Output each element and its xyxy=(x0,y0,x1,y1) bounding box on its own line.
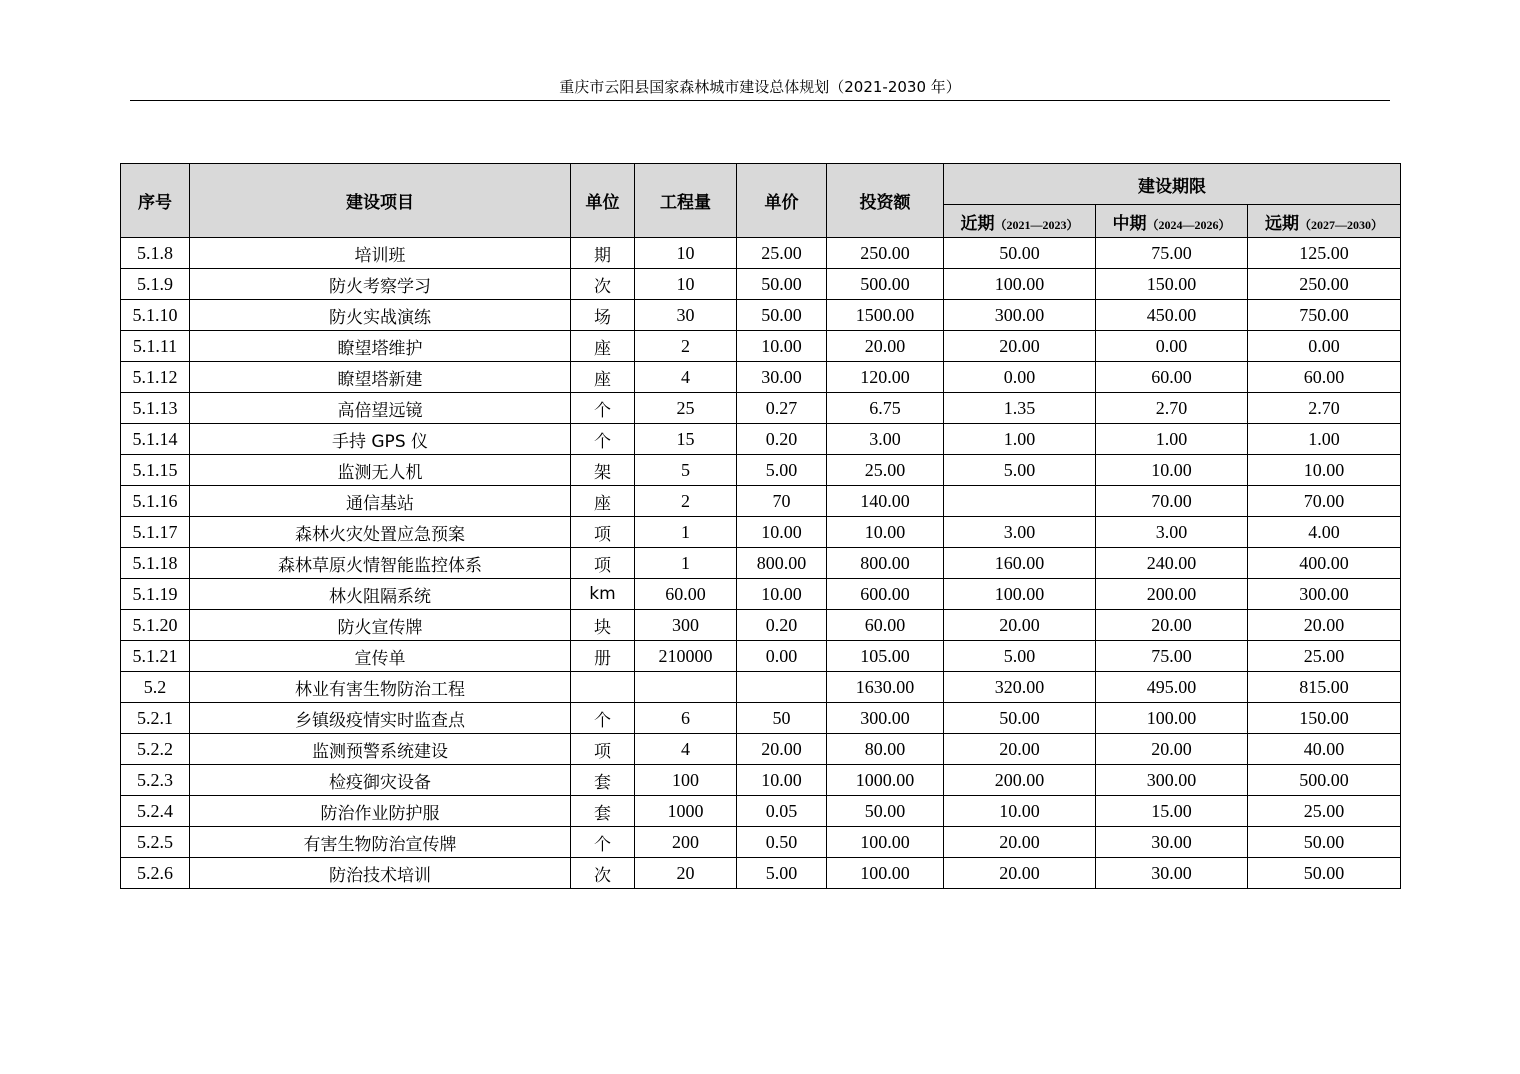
cell-unit-price: 0.00 xyxy=(737,641,827,672)
cell-near-term: 20.00 xyxy=(944,734,1096,765)
cell-unit: 架 xyxy=(571,455,635,486)
cell-unit-price: 20.00 xyxy=(737,734,827,765)
cell-seq: 5.2.6 xyxy=(121,858,190,889)
cell-seq: 5.1.19 xyxy=(121,579,190,610)
cell-unit: 个 xyxy=(571,827,635,858)
cell-investment: 1000.00 xyxy=(827,765,944,796)
col-header-quantity: 工程量 xyxy=(635,164,737,238)
table-row xyxy=(121,579,1401,610)
col-header-mid-term xyxy=(1096,205,1248,238)
cell-investment: 800.00 xyxy=(827,548,944,579)
long-term-label: 远期 xyxy=(1264,213,1299,234)
cell-seq: 5.1.21 xyxy=(121,641,190,672)
cell-unit: 个 xyxy=(571,393,635,424)
cell-seq: 5.1.18 xyxy=(121,548,190,579)
cell-near-term: 100.00 xyxy=(944,579,1096,610)
cell-item-name: 监测预警系统建设 xyxy=(190,734,571,765)
cell-quantity: 1 xyxy=(635,548,737,579)
col-header-item: 建设项目 xyxy=(190,164,571,238)
cell-unit-price: 0.05 xyxy=(737,796,827,827)
cell-long-term: 500.00 xyxy=(1248,765,1401,796)
cell-seq: 5.2 xyxy=(121,672,190,703)
cell-investment: 1630.00 xyxy=(827,672,944,703)
table-row xyxy=(121,269,1401,300)
cell-long-term: 25.00 xyxy=(1248,796,1401,827)
cell-investment: 10.00 xyxy=(827,517,944,548)
cell-quantity: 1 xyxy=(635,517,737,548)
cell-long-term: 50.00 xyxy=(1248,827,1401,858)
cell-unit: 项 xyxy=(571,548,635,579)
cell-unit: 项 xyxy=(571,517,635,548)
table-row xyxy=(121,734,1401,765)
cell-quantity: 100 xyxy=(635,765,737,796)
table-row xyxy=(121,517,1401,548)
table-row xyxy=(121,486,1401,517)
cell-seq: 5.1.15 xyxy=(121,455,190,486)
cell-quantity: 6 xyxy=(635,703,737,734)
cell-mid-term: 100.00 xyxy=(1096,703,1248,734)
cell-investment: 25.00 xyxy=(827,455,944,486)
cell-mid-term: 3.00 xyxy=(1096,517,1248,548)
cell-long-term: 10.00 xyxy=(1248,455,1401,486)
cell-mid-term: 30.00 xyxy=(1096,827,1248,858)
cell-seq: 5.1.17 xyxy=(121,517,190,548)
table-row xyxy=(121,703,1401,734)
cell-item-name: 防治作业防护服 xyxy=(190,796,571,827)
table-row xyxy=(121,455,1401,486)
table-row xyxy=(121,827,1401,858)
cell-item-name: 乡镇级疫情实时监查点 xyxy=(190,703,571,734)
col-header-unit-price: 单价 xyxy=(737,164,827,238)
col-header-period-group: 建设期限 xyxy=(944,164,1401,205)
cell-item-name: 高倍望远镜 xyxy=(190,393,571,424)
cell-item-name: 有害生物防治宣传牌 xyxy=(190,827,571,858)
cell-unit: 个 xyxy=(571,424,635,455)
cell-unit-price: 30.00 xyxy=(737,362,827,393)
cell-item-name: 防火实战演练 xyxy=(190,300,571,331)
table-row xyxy=(121,641,1401,672)
cell-mid-term: 2.70 xyxy=(1096,393,1248,424)
cell-long-term: 400.00 xyxy=(1248,548,1401,579)
cell-item-name: 防火考察学习 xyxy=(190,269,571,300)
cell-quantity: 210000 xyxy=(635,641,737,672)
cell-unit: 次 xyxy=(571,858,635,889)
cell-near-term: 300.00 xyxy=(944,300,1096,331)
cell-unit: 座 xyxy=(571,486,635,517)
cell-mid-term: 70.00 xyxy=(1096,486,1248,517)
cell-item-name: 防治技术培训 xyxy=(190,858,571,889)
cell-quantity: 4 xyxy=(635,734,737,765)
cell-quantity: 1000 xyxy=(635,796,737,827)
cell-long-term: 300.00 xyxy=(1248,579,1401,610)
cell-mid-term: 75.00 xyxy=(1096,641,1248,672)
table-body xyxy=(121,238,1401,889)
cell-unit: km xyxy=(571,579,635,610)
cell-investment: 100.00 xyxy=(827,827,944,858)
cell-quantity: 4 xyxy=(635,362,737,393)
cell-investment: 50.00 xyxy=(827,796,944,827)
cell-mid-term: 0.00 xyxy=(1096,331,1248,362)
cell-seq: 5.1.8 xyxy=(121,238,190,269)
col-header-near-term xyxy=(944,205,1096,238)
cell-mid-term: 300.00 xyxy=(1096,765,1248,796)
cell-unit-price: 50.00 xyxy=(737,269,827,300)
col-header-investment: 投资额 xyxy=(827,164,944,238)
cell-seq: 5.1.12 xyxy=(121,362,190,393)
cell-unit-price: 5.00 xyxy=(737,858,827,889)
cell-near-term: 5.00 xyxy=(944,455,1096,486)
cell-near-term: 50.00 xyxy=(944,703,1096,734)
cell-near-term: 3.00 xyxy=(944,517,1096,548)
cell-item-name: 通信基站 xyxy=(190,486,571,517)
cell-investment: 500.00 xyxy=(827,269,944,300)
table-row xyxy=(121,765,1401,796)
cell-long-term: 125.00 xyxy=(1248,238,1401,269)
cell-seq: 5.2.3 xyxy=(121,765,190,796)
cell-quantity xyxy=(635,672,737,703)
cell-near-term: 10.00 xyxy=(944,796,1096,827)
cell-unit-price: 0.20 xyxy=(737,424,827,455)
cell-long-term: 815.00 xyxy=(1248,672,1401,703)
cell-long-term: 250.00 xyxy=(1248,269,1401,300)
cell-unit: 册 xyxy=(571,641,635,672)
cell-near-term: 320.00 xyxy=(944,672,1096,703)
cell-item-name: 林火阻隔系统 xyxy=(190,579,571,610)
cell-long-term: 2.70 xyxy=(1248,393,1401,424)
cell-unit-price: 10.00 xyxy=(737,579,827,610)
cell-item-name: 手持 GPS 仪 xyxy=(190,424,571,455)
cell-unit: 期 xyxy=(571,238,635,269)
col-header-seq: 序号 xyxy=(121,164,190,238)
cell-quantity: 60.00 xyxy=(635,579,737,610)
cell-item-name: 防火宣传牌 xyxy=(190,610,571,641)
cell-investment: 250.00 xyxy=(827,238,944,269)
cell-mid-term: 10.00 xyxy=(1096,455,1248,486)
cell-seq: 5.1.11 xyxy=(121,331,190,362)
cell-seq: 5.1.13 xyxy=(121,393,190,424)
table-row xyxy=(121,393,1401,424)
mid-term-label: 中期 xyxy=(1112,213,1147,234)
cell-mid-term: 240.00 xyxy=(1096,548,1248,579)
cell-mid-term: 60.00 xyxy=(1096,362,1248,393)
col-header-long-term xyxy=(1248,205,1401,238)
cell-near-term: 20.00 xyxy=(944,827,1096,858)
cell-long-term: 60.00 xyxy=(1248,362,1401,393)
cell-mid-term: 75.00 xyxy=(1096,238,1248,269)
cell-unit: 套 xyxy=(571,796,635,827)
cell-near-term: 100.00 xyxy=(944,269,1096,300)
cell-investment: 100.00 xyxy=(827,858,944,889)
cell-investment: 120.00 xyxy=(827,362,944,393)
cell-item-name: 森林火灾处置应急预案 xyxy=(190,517,571,548)
cell-item-name: 监测无人机 xyxy=(190,455,571,486)
near-term-label: 近期 xyxy=(960,213,995,234)
cell-long-term: 150.00 xyxy=(1248,703,1401,734)
cell-near-term: 200.00 xyxy=(944,765,1096,796)
table-row xyxy=(121,796,1401,827)
cell-investment: 140.00 xyxy=(827,486,944,517)
near-term-range: （2021—2023） xyxy=(994,217,1079,232)
cell-near-term xyxy=(944,486,1096,517)
cell-unit: 场 xyxy=(571,300,635,331)
cell-mid-term: 20.00 xyxy=(1096,734,1248,765)
table-row xyxy=(121,672,1401,703)
table-row xyxy=(121,300,1401,331)
cell-quantity: 15 xyxy=(635,424,737,455)
table-row xyxy=(121,362,1401,393)
cell-unit: 次 xyxy=(571,269,635,300)
construction-plan-table xyxy=(120,163,1401,889)
cell-mid-term: 450.00 xyxy=(1096,300,1248,331)
cell-seq: 5.2.5 xyxy=(121,827,190,858)
cell-unit-price: 70 xyxy=(737,486,827,517)
cell-quantity: 200 xyxy=(635,827,737,858)
cell-near-term: 160.00 xyxy=(944,548,1096,579)
cell-near-term: 1.00 xyxy=(944,424,1096,455)
cell-unit: 座 xyxy=(571,331,635,362)
cell-unit-price: 800.00 xyxy=(737,548,827,579)
cell-long-term: 25.00 xyxy=(1248,641,1401,672)
cell-unit-price: 0.50 xyxy=(737,827,827,858)
cell-unit-price: 10.00 xyxy=(737,765,827,796)
table-row xyxy=(121,238,1401,269)
cell-unit-price: 10.00 xyxy=(737,517,827,548)
cell-quantity: 2 xyxy=(635,331,737,362)
page-header-title: 重庆市云阳县国家森林城市建设总体规划（2021-2030 年） xyxy=(130,76,1390,101)
cell-unit: 套 xyxy=(571,765,635,796)
cell-item-name: 林业有害生物防治工程 xyxy=(190,672,571,703)
cell-investment: 6.75 xyxy=(827,393,944,424)
cell-unit-price: 50.00 xyxy=(737,300,827,331)
cell-quantity: 25 xyxy=(635,393,737,424)
cell-seq: 5.2.1 xyxy=(121,703,190,734)
col-header-unit: 单位 xyxy=(571,164,635,238)
cell-item-name: 培训班 xyxy=(190,238,571,269)
cell-quantity: 30 xyxy=(635,300,737,331)
cell-seq: 5.1.14 xyxy=(121,424,190,455)
cell-near-term: 20.00 xyxy=(944,331,1096,362)
cell-seq: 5.1.10 xyxy=(121,300,190,331)
cell-near-term: 50.00 xyxy=(944,238,1096,269)
cell-near-term: 1.35 xyxy=(944,393,1096,424)
cell-investment: 1500.00 xyxy=(827,300,944,331)
cell-quantity: 20 xyxy=(635,858,737,889)
cell-long-term: 4.00 xyxy=(1248,517,1401,548)
cell-mid-term: 1.00 xyxy=(1096,424,1248,455)
cell-long-term: 0.00 xyxy=(1248,331,1401,362)
cell-mid-term: 20.00 xyxy=(1096,610,1248,641)
cell-mid-term: 200.00 xyxy=(1096,579,1248,610)
table-row xyxy=(121,610,1401,641)
cell-investment: 80.00 xyxy=(827,734,944,765)
cell-unit-price: 5.00 xyxy=(737,455,827,486)
cell-long-term: 40.00 xyxy=(1248,734,1401,765)
cell-item-name: 瞭望塔新建 xyxy=(190,362,571,393)
long-term-range: （2027—2030） xyxy=(1298,217,1383,232)
cell-quantity: 300 xyxy=(635,610,737,641)
cell-item-name: 宣传单 xyxy=(190,641,571,672)
cell-near-term: 0.00 xyxy=(944,362,1096,393)
cell-seq: 5.2.4 xyxy=(121,796,190,827)
cell-unit: 项 xyxy=(571,734,635,765)
cell-seq: 5.1.16 xyxy=(121,486,190,517)
table-header xyxy=(121,164,1401,238)
cell-quantity: 2 xyxy=(635,486,737,517)
cell-unit-price: 25.00 xyxy=(737,238,827,269)
cell-unit: 块 xyxy=(571,610,635,641)
cell-mid-term: 15.00 xyxy=(1096,796,1248,827)
cell-unit-price: 0.27 xyxy=(737,393,827,424)
cell-investment: 600.00 xyxy=(827,579,944,610)
cell-item-name: 瞭望塔维护 xyxy=(190,331,571,362)
table-row xyxy=(121,858,1401,889)
cell-long-term: 50.00 xyxy=(1248,858,1401,889)
cell-quantity: 5 xyxy=(635,455,737,486)
cell-seq: 5.1.9 xyxy=(121,269,190,300)
cell-long-term: 20.00 xyxy=(1248,610,1401,641)
cell-near-term: 20.00 xyxy=(944,858,1096,889)
cell-long-term: 1.00 xyxy=(1248,424,1401,455)
cell-unit xyxy=(571,672,635,703)
cell-investment: 60.00 xyxy=(827,610,944,641)
cell-investment: 300.00 xyxy=(827,703,944,734)
cell-mid-term: 30.00 xyxy=(1096,858,1248,889)
cell-long-term: 750.00 xyxy=(1248,300,1401,331)
cell-investment: 105.00 xyxy=(827,641,944,672)
cell-mid-term: 495.00 xyxy=(1096,672,1248,703)
cell-seq: 5.2.2 xyxy=(121,734,190,765)
cell-long-term: 70.00 xyxy=(1248,486,1401,517)
cell-unit-price xyxy=(737,672,827,703)
cell-item-name: 检疫御灾设备 xyxy=(190,765,571,796)
cell-unit-price: 50 xyxy=(737,703,827,734)
table-row xyxy=(121,424,1401,455)
cell-near-term: 20.00 xyxy=(944,610,1096,641)
mid-term-range: （2024—2026） xyxy=(1146,217,1231,232)
table-row xyxy=(121,331,1401,362)
cell-item-name: 森林草原火情智能监控体系 xyxy=(190,548,571,579)
cell-investment: 20.00 xyxy=(827,331,944,362)
table-row xyxy=(121,548,1401,579)
cell-unit-price: 0.20 xyxy=(737,610,827,641)
cell-unit: 座 xyxy=(571,362,635,393)
cell-investment: 3.00 xyxy=(827,424,944,455)
cell-unit: 个 xyxy=(571,703,635,734)
cell-quantity: 10 xyxy=(635,269,737,300)
cell-unit-price: 10.00 xyxy=(737,331,827,362)
cell-near-term: 5.00 xyxy=(944,641,1096,672)
cell-quantity: 10 xyxy=(635,238,737,269)
cell-mid-term: 150.00 xyxy=(1096,269,1248,300)
cell-seq: 5.1.20 xyxy=(121,610,190,641)
